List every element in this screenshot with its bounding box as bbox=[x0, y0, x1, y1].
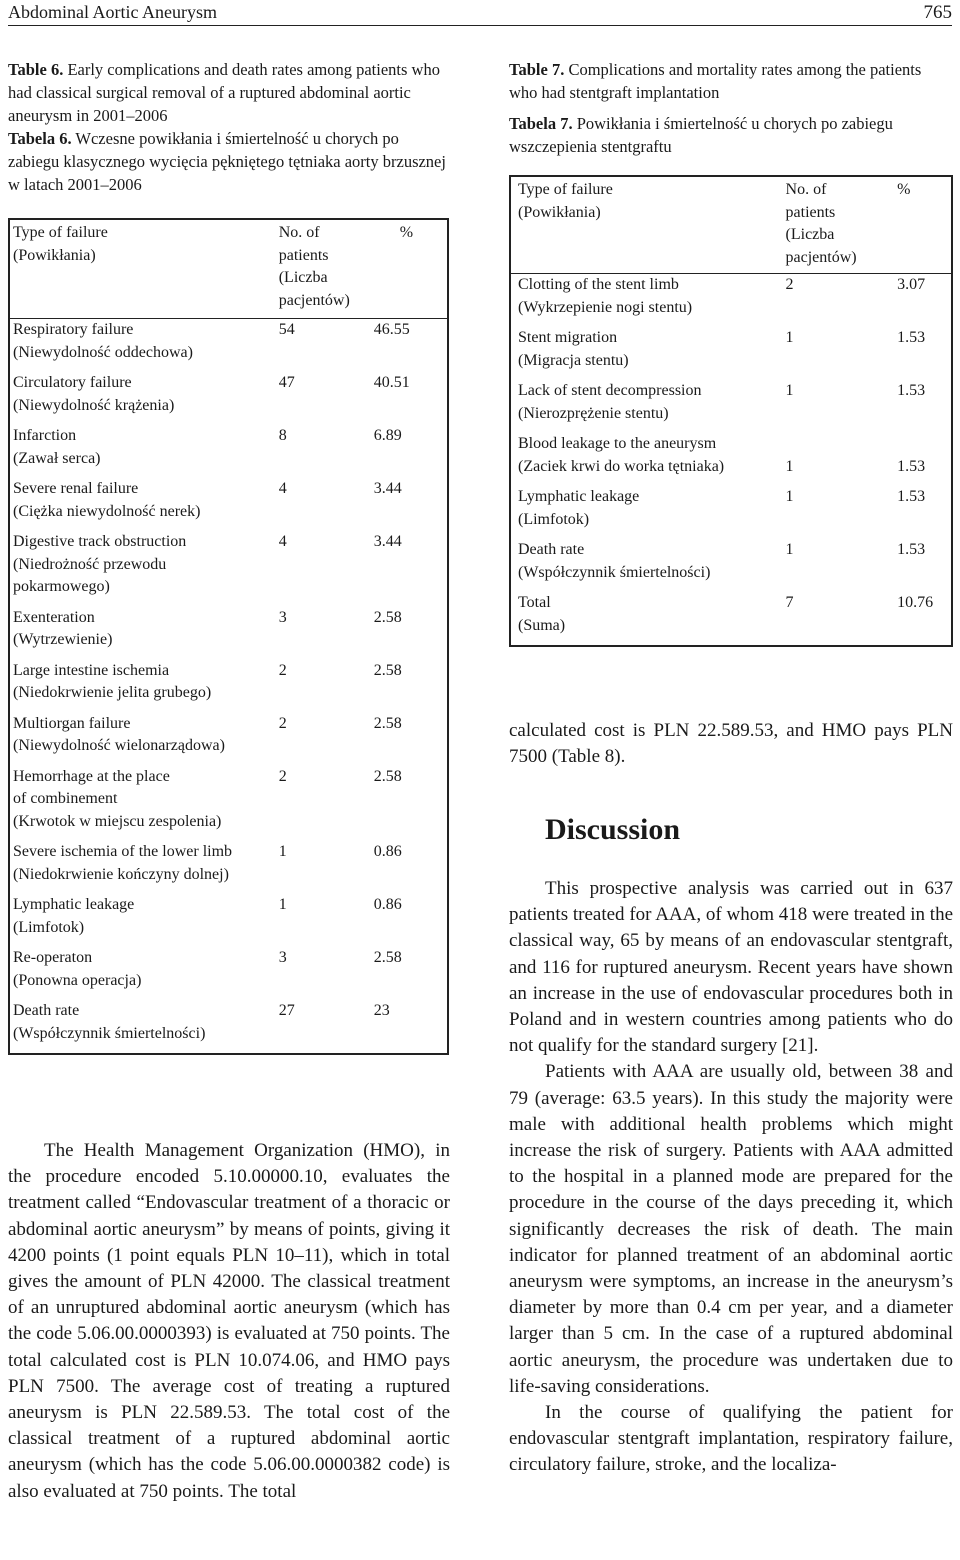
table-row bbox=[510, 433, 952, 486]
table-row bbox=[510, 486, 952, 539]
table7-header-no: No. of patients (Liczba pacjentów) bbox=[786, 176, 898, 274]
percent-cell: 2.58 bbox=[373, 714, 402, 732]
table6-header-no: No. of patients (Liczba pacjentów) bbox=[279, 219, 350, 319]
table-row bbox=[510, 274, 952, 328]
patient-count-cell: 7 bbox=[785, 594, 794, 611]
failure-type-cell bbox=[9, 372, 279, 425]
discussion-paragraph: Patients with AAA are usually old, between 38 and 79 (average: 63.5 years). In this study the majority were male with additional health problems which might increase the risk of surgery. Patients with AAA admitted to the hospital in a planned mode are prepared for the procedure in the course of the days preceding it, which significantly decreases the risk of death. The main indicator for planned treatment of an abdominal aortic aneurysm were symptoms, an increase in the aneurysm’s diameter by more than 0.4 cm per year, and a diameter larger than 5 cm. In the case of a ruptured abdominal aortic aneurysm, the procedure was undertaken due to life-saving considerations. bbox=[509, 1061, 953, 1397]
failure-type-en: Lack of stent decompression bbox=[518, 382, 702, 399]
failure-type-en: Lymphatic leakage bbox=[518, 488, 640, 505]
percent-cell: 1.53 bbox=[897, 457, 926, 475]
failure-type-pl: (Niedrożność przewodu bbox=[13, 555, 167, 573]
failure-type-en: Total bbox=[518, 594, 551, 611]
patient-count-cell: 3 bbox=[278, 949, 287, 966]
failure-type-cell bbox=[510, 486, 786, 539]
patient-count-cell: 1 bbox=[785, 488, 794, 505]
failure-type-cell bbox=[9, 478, 279, 531]
failure-type-pl: (Nierozprężenie stentu) bbox=[518, 404, 669, 422]
discussion-paragraph: In the course of qualifying the patient for endovascular stentgraft implantation, respiratory failure, circulatory failure, stroke, and the localiza- bbox=[509, 1402, 953, 1476]
failure-type-cell bbox=[9, 319, 279, 373]
patient-count-cell: 54 bbox=[278, 321, 295, 338]
table6-caption-en-text: Early complications and death rates among patients who had classical surgical removal of a ruptured abdominal aortic aneurysm in 2001‒2006 bbox=[8, 60, 440, 125]
failure-type-en: Hemorrhage at the place bbox=[13, 767, 170, 785]
continuation-paragraph: calculated cost is PLN 22.589.53, and HMO pays PLN 7500 (Table 8). bbox=[509, 720, 953, 768]
table-row bbox=[9, 1000, 448, 1054]
hmo-paragraph: The Health Management Organization (HMO), in the procedure encoded 5.10.00000.10, evaluates the treatment called “Endovascular treatment of a thoracic or abdominal aortic aneurysm” by means of points, giving it 4200 points (1 point equals PLN 10‒11), which in total gives the amount of PLN 42000. The classical treatment of an unruptured abdominal aortic aneurysm (which has the code 5.06.00.0000393) is evaluated at 750 points. The total calculated cost is PLN 10.074.06, and HMO pays PLN 7500. The average cost of treating a ruptured aneurysm is PLN 22.589.53. The total cost of the classical treatment of a ruptured abdominal aortic aneurysm (which has the code 5.06.00.0000382 code) is also evaluated at 750 points. The total bbox=[8, 1140, 450, 1502]
failure-type-cell bbox=[510, 327, 786, 380]
percent-cell: 3.44 bbox=[373, 533, 402, 550]
table-row bbox=[510, 592, 952, 646]
failure-type-en: Death rate bbox=[13, 1002, 80, 1019]
failure-type-pl: (Niewydolność krążenia) bbox=[13, 396, 175, 414]
table-row bbox=[9, 660, 448, 713]
table7-header-type: Type of failure (Powikłania) bbox=[510, 176, 786, 274]
failure-type-pl: (Zaciek krwi do worka tętniaka) bbox=[518, 457, 725, 475]
table7-caption-en bbox=[509, 58, 953, 104]
patient-count-cell: 1 bbox=[785, 329, 794, 346]
failure-type-cell bbox=[510, 433, 786, 486]
percent-cell: 2.58 bbox=[373, 767, 402, 785]
percent-cell: 2.58 bbox=[373, 608, 402, 626]
table-row bbox=[510, 539, 952, 592]
percent-cell: 0.86 bbox=[373, 896, 402, 913]
percent-cell: 46.55 bbox=[373, 321, 410, 338]
table6-header-type: Type of failure (Powikłania) bbox=[9, 219, 279, 319]
failure-type-cell bbox=[510, 380, 786, 433]
patient-count-cell: 1 bbox=[785, 457, 794, 475]
table-row bbox=[9, 713, 448, 766]
failure-type-en: Blood leakage to the aneurysm bbox=[518, 435, 717, 452]
failure-type-pl: (Limfotok) bbox=[518, 510, 590, 528]
percent-cell: 23 bbox=[373, 1002, 390, 1019]
percent-cell: 2.58 bbox=[373, 661, 402, 679]
failure-type-en: Clotting of the stent limb bbox=[518, 276, 679, 293]
patient-count-cell: 1 bbox=[785, 541, 794, 558]
failure-type-cell bbox=[9, 660, 279, 713]
table-row bbox=[9, 425, 448, 478]
table6-caption bbox=[8, 58, 450, 196]
failure-type-pl: (Współczynnik śmiertelności) bbox=[518, 563, 711, 581]
table7-header-pct: % bbox=[897, 176, 952, 274]
table-row bbox=[9, 478, 448, 531]
failure-type-cell bbox=[9, 947, 279, 1000]
failure-type-pl: (Limfotok) bbox=[13, 918, 85, 936]
table7 bbox=[509, 175, 953, 647]
failure-type-en: Digestive track obstruction bbox=[13, 533, 187, 550]
failure-type-pl: (Współczynnik śmiertelności) bbox=[13, 1024, 206, 1042]
right-column bbox=[509, 58, 953, 1476]
table6-caption-en bbox=[8, 58, 450, 127]
failure-type-en: Severe ischemia of the lower limb bbox=[13, 843, 233, 860]
failure-type-cell bbox=[510, 592, 786, 646]
failure-type-en: Multiorgan failure bbox=[13, 714, 131, 732]
patient-count-cell: 2 bbox=[278, 714, 287, 732]
percent-cell: 3.44 bbox=[373, 480, 402, 497]
failure-type-pl: (Krwotok w miejscu zespolenia) bbox=[13, 812, 222, 830]
table6-caption-pl-text: Wczesne powikłania i śmiertelność u chorych po zabiegu klasycznego wycięcia pękniętego tętniaka aorty brzusznej w latach 2001‒2006 bbox=[8, 129, 446, 194]
failure-type-en: Exenteration bbox=[13, 608, 95, 626]
right-continuation bbox=[509, 718, 953, 770]
failure-type-en: Respiratory failure bbox=[13, 321, 134, 338]
failure-type-cell bbox=[9, 841, 279, 894]
failure-type-cell bbox=[510, 274, 786, 328]
table7-caption-pl-text: Powikłania i śmiertelność u chorych po zabiegu wszczepienia stentgraftu bbox=[509, 114, 893, 156]
failure-type-en: of combinement bbox=[13, 790, 118, 807]
failure-type-cell bbox=[9, 531, 279, 607]
patient-count-cell: 8 bbox=[278, 427, 287, 444]
percent-cell: 1.53 bbox=[897, 488, 926, 505]
patient-count-cell: 4 bbox=[278, 480, 287, 497]
percent-cell: 0.86 bbox=[373, 843, 402, 860]
table-row bbox=[9, 766, 448, 842]
failure-type-cell bbox=[9, 894, 279, 947]
table-row bbox=[9, 841, 448, 894]
failure-type-en: Severe renal failure bbox=[13, 480, 139, 497]
failure-type-pl: (Ponowna operacja) bbox=[13, 971, 142, 989]
running-title: Abdominal Aortic Aneurysm bbox=[8, 2, 217, 22]
percent-cell: 2.58 bbox=[373, 949, 402, 966]
patient-count-cell: 47 bbox=[278, 374, 295, 391]
failure-type-pl: (Niewydolność wielonarządowa) bbox=[13, 737, 225, 754]
table-row bbox=[510, 327, 952, 380]
failure-type-pl: (Niewydolność oddechowa) bbox=[13, 343, 193, 361]
page-number: 765 bbox=[923, 1, 952, 23]
table6-caption-pl bbox=[8, 127, 450, 196]
patient-count-cell: 3 bbox=[278, 608, 287, 626]
table-row bbox=[9, 894, 448, 947]
percent-cell: 3.07 bbox=[897, 276, 926, 293]
table7-caption-pl bbox=[509, 112, 953, 158]
table7-header-row bbox=[510, 176, 952, 274]
failure-type-en: Large intestine ischemia bbox=[13, 661, 170, 679]
failure-type-pl: (Suma) bbox=[518, 616, 566, 634]
failure-type-pl: (Zawał serca) bbox=[13, 449, 101, 467]
percent-cell: 1.53 bbox=[897, 541, 926, 558]
failure-type-pl: (Migracja stentu) bbox=[518, 351, 629, 369]
failure-type-cell bbox=[9, 607, 279, 660]
left-body-text bbox=[8, 1138, 450, 1505]
percent-cell: 1.53 bbox=[897, 382, 926, 399]
percent-cell: 6.89 bbox=[373, 427, 402, 444]
failure-type-pl: (Ciężka niewydolność nerek) bbox=[13, 502, 201, 520]
percent-cell: 10.76 bbox=[897, 594, 934, 611]
tabela7-label: Tabela 7. bbox=[509, 114, 573, 133]
table7-caption bbox=[509, 58, 953, 158]
tabela6-label: Tabela 6. bbox=[8, 129, 72, 148]
failure-type-en: Infarction bbox=[13, 427, 77, 444]
patient-count-cell: 1 bbox=[278, 896, 287, 913]
running-header bbox=[8, 0, 952, 26]
table7-caption-en-text: Complications and mortality rates among the patients who had stentgraft implantation bbox=[509, 60, 922, 102]
left-column bbox=[8, 58, 450, 1502]
table7-label: Table 7. bbox=[509, 60, 565, 79]
failure-type-cell bbox=[9, 1000, 279, 1054]
table-row bbox=[510, 380, 952, 433]
failure-type-en: Circulatory failure bbox=[13, 374, 132, 391]
discussion-body bbox=[509, 876, 953, 1479]
table6-header-pct: % bbox=[350, 219, 448, 319]
table6-header-row bbox=[9, 219, 448, 319]
patient-count-cell: 2 bbox=[278, 767, 287, 785]
table6 bbox=[8, 218, 449, 1055]
failure-type-pl: (Niedokrwienie jelita grubego) bbox=[13, 684, 212, 701]
patient-count-cell: 2 bbox=[785, 276, 794, 293]
failure-type-en: Death rate bbox=[518, 541, 585, 558]
failure-type-en: Re-operaton bbox=[13, 949, 93, 966]
patient-count-cell: 2 bbox=[278, 661, 287, 679]
patient-count-cell: 4 bbox=[278, 533, 287, 550]
patient-count-cell: 1 bbox=[278, 843, 287, 860]
failure-type-pl: (Niedokrwienie kończyny dolnej) bbox=[13, 865, 229, 883]
percent-cell: 40.51 bbox=[373, 374, 410, 391]
table-row bbox=[9, 607, 448, 660]
patient-count-cell: 1 bbox=[785, 382, 794, 399]
failure-type-cell bbox=[9, 766, 279, 842]
patient-count-cell: 27 bbox=[278, 1002, 295, 1019]
failure-type-en: Lymphatic leakage bbox=[13, 896, 135, 913]
table6-label: Table 6. bbox=[8, 60, 64, 79]
discussion-heading: Discussion bbox=[545, 813, 681, 846]
failure-type-pl: pokarmowego) bbox=[13, 578, 110, 595]
table-row bbox=[9, 319, 448, 373]
failure-type-pl: (Wykrzepienie nogi stentu) bbox=[518, 298, 693, 316]
table-row bbox=[9, 947, 448, 1000]
table-row bbox=[9, 372, 448, 425]
discussion-paragraph: This prospective analysis was carried out in 637 patients treated for AAA, of whom 418 were treated in the classical way, 65 by means of an endovascular stentgraft, and 116 for ruptured aneurysm. Recent years have shown an increase in the use of endovascular procedures both in Poland and in western countries among patients who do not qualify for the standard surgery [21]. bbox=[509, 878, 953, 1057]
failure-type-cell bbox=[9, 713, 279, 766]
failure-type-cell bbox=[9, 425, 279, 478]
percent-cell: 1.53 bbox=[897, 329, 926, 346]
failure-type-cell bbox=[510, 539, 786, 592]
table-row bbox=[9, 531, 448, 607]
failure-type-pl: (Wytrzewienie) bbox=[13, 631, 113, 648]
failure-type-en: Stent migration bbox=[518, 329, 618, 346]
